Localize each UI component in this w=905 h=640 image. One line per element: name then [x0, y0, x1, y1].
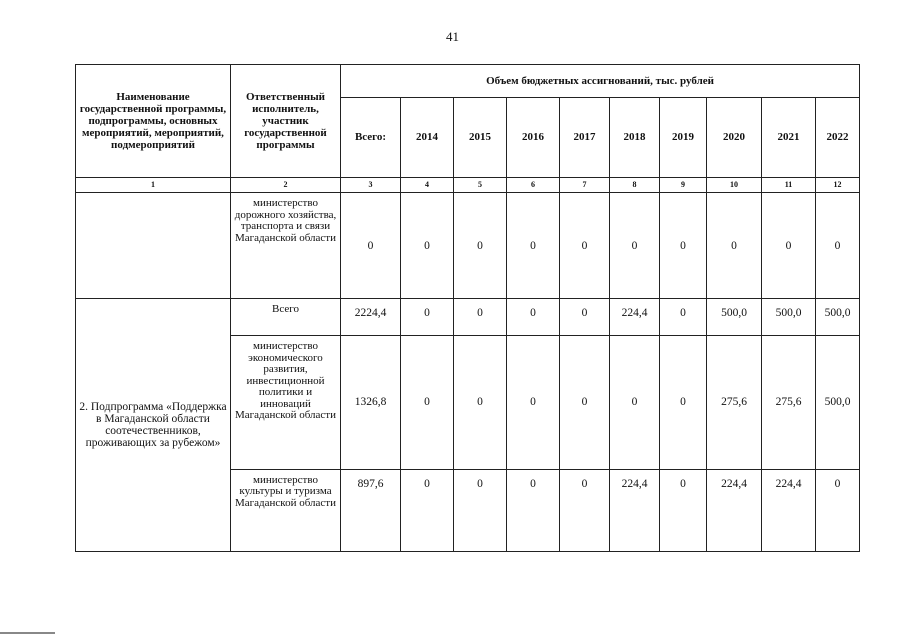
value-cell: 0	[560, 336, 610, 470]
value-cell: 0	[560, 193, 610, 299]
header-budget: Объем бюджетных ассигнований, тыс. рублей	[341, 65, 860, 98]
value-cell: 0	[610, 193, 660, 299]
header-year: 2014	[401, 97, 454, 177]
value-cell: 2224,4	[341, 299, 401, 336]
value-cell: 0	[454, 193, 507, 299]
subprogram-name-cell: 2. Подпрограмма «Поддержка в Магаданской области соотечественников, проживающих за рубежом»	[76, 299, 231, 552]
header-year: 2015	[454, 97, 507, 177]
header-total: Всего:	[341, 97, 401, 177]
value-cell: 0	[401, 336, 454, 470]
index-cell: 5	[454, 178, 507, 193]
value-cell: 0	[816, 469, 860, 551]
index-row	[76, 178, 860, 193]
value-cell: 0	[660, 299, 707, 336]
value-cell: 0	[816, 193, 860, 299]
value-cell: 1326,8	[341, 336, 401, 470]
index-cell: 3	[341, 178, 401, 193]
value-cell: 0	[660, 193, 707, 299]
index-cell: 8	[610, 178, 660, 193]
empty-name-cell	[76, 193, 231, 299]
value-cell: 0	[401, 469, 454, 551]
value-cell: 0	[507, 336, 560, 470]
index-cell: 9	[660, 178, 707, 193]
header-year: 2019	[660, 97, 707, 177]
value-cell: 0	[454, 299, 507, 336]
executor-cell: министерство экономического развития, инвестиционной политики и инноваций Магаданской области	[231, 336, 341, 470]
header-year: 2020	[707, 97, 762, 177]
value-cell: 224,4	[610, 299, 660, 336]
value-cell: 897,6	[341, 469, 401, 551]
value-cell: 0	[560, 299, 610, 336]
value-cell: 0	[341, 193, 401, 299]
value-cell: 0	[762, 193, 816, 299]
value-cell: 0	[454, 469, 507, 551]
value-cell: 224,4	[707, 469, 762, 551]
header-year: 2021	[762, 97, 816, 177]
value-cell: 0	[454, 336, 507, 470]
value-cell: 0	[610, 336, 660, 470]
executor-cell: Всего	[231, 299, 341, 336]
executor-cell: министерство дорожного хозяйства, транспорта и связи Магаданской области	[231, 193, 341, 299]
value-cell: 0	[560, 469, 610, 551]
value-cell: 500,0	[816, 299, 860, 336]
index-cell: 7	[560, 178, 610, 193]
value-cell: 500,0	[816, 336, 860, 470]
value-cell: 0	[660, 336, 707, 470]
table-row	[76, 193, 860, 299]
table-row	[76, 299, 860, 336]
value-cell: 0	[507, 193, 560, 299]
value-cell: 0	[401, 299, 454, 336]
index-cell: 1	[76, 178, 231, 193]
index-cell: 10	[707, 178, 762, 193]
value-cell: 0	[660, 469, 707, 551]
header-year: 2017	[560, 97, 610, 177]
executor-cell: министерство культуры и туризма Магаданской области	[231, 469, 341, 551]
value-cell: 275,6	[707, 336, 762, 470]
header-executor: Ответственный исполнитель, участник государственной программы	[231, 65, 341, 178]
value-cell: 224,4	[762, 469, 816, 551]
value-cell: 500,0	[707, 299, 762, 336]
index-cell: 12	[816, 178, 860, 193]
scan-artifact	[0, 632, 55, 634]
value-cell: 275,6	[762, 336, 816, 470]
value-cell: 0	[507, 299, 560, 336]
index-cell: 6	[507, 178, 560, 193]
index-cell: 11	[762, 178, 816, 193]
page-number: 41	[446, 29, 459, 44]
index-cell: 2	[231, 178, 341, 193]
value-cell: 500,0	[762, 299, 816, 336]
header-year: 2018	[610, 97, 660, 177]
header-year: 2022	[816, 97, 860, 177]
budget-table	[75, 64, 860, 552]
value-cell: 0	[401, 193, 454, 299]
header-year: 2016	[507, 97, 560, 177]
header-name: Наименование государственной программы, подпрограммы, основных мероприятий, мероприятий, подмероприятий	[76, 65, 231, 178]
value-cell: 0	[507, 469, 560, 551]
value-cell: 0	[707, 193, 762, 299]
index-cell: 4	[401, 178, 454, 193]
value-cell: 224,4	[610, 469, 660, 551]
